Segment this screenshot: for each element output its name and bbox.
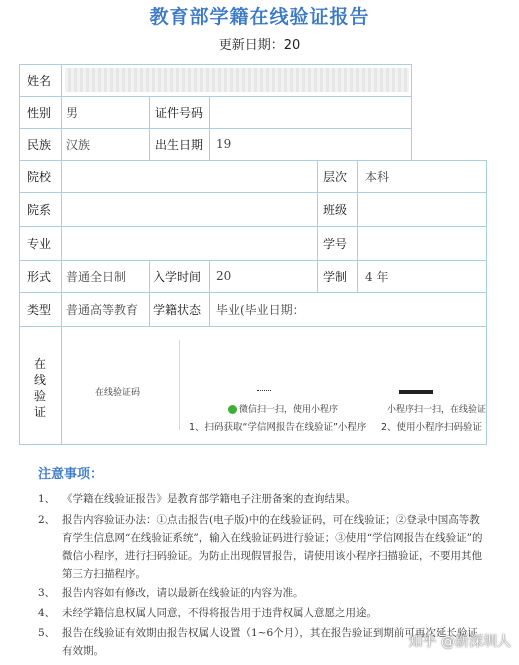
info-table: 姓名 性别 男 证件号码 民族 汉族 出生日期 19 院校 层次 本科 院系 班级 专业 学号 形式 普通全日制 入学时间 20 学制 4 年 类型 普通高等教育 学籍状态 毕业(毕业日期： 在 线 验 证 在线验证码 微信扫一扫，使用小程序 小程序扫一扫，在线验证 1、扫码获取“学信网报告在线验证”小程序 2、使用小程序扫码验证: [19, 64, 487, 444]
level-label: 层次: [323, 169, 348, 184]
enroll-label: 入学时间: [153, 269, 202, 284]
update-date: 更新日期：20: [218, 38, 301, 53]
step-1: 1、扫码获取“学信网报告在线验证”小程序: [189, 422, 367, 433]
type-label: 类型: [27, 302, 52, 317]
qr-code-wechat[interactable]: [257, 390, 271, 393]
redacted-name: [65, 68, 409, 92]
duration-value: 4 年: [365, 269, 389, 284]
enroll-value: 20: [216, 269, 232, 283]
status-label: 学籍状态: [153, 302, 202, 317]
watermark: 知乎 @新深圳人: [408, 634, 511, 650]
ethnicity-label: 民族: [27, 137, 52, 152]
verify-code-label[interactable]: 在线验证码: [95, 388, 141, 398]
mini-hint: 小程序扫一扫，在线验证: [387, 405, 487, 415]
birth-label: 出生日期: [155, 137, 204, 152]
gender-label: 性别: [27, 105, 52, 120]
major-label: 专业: [27, 236, 52, 251]
name-label: 姓名: [27, 73, 52, 88]
qr-code-mini[interactable]: [399, 390, 433, 394]
note-item: 1、 《学籍在线验证报告》是教育部学籍电子注册备案的查询结果。: [38, 493, 356, 505]
note-item: 2、 报告内容验证办法：①点击报告(电子版)中的在线验证码，可在线验证；②登录中国高等教育学生信息网“在线验证系统”，输入在线验证码进行验证；③使用“学信网报告在线验证”的微信小程序，进行扫码验证。为防止出现假冒报告，请使用该小程序扫描验证，不要用其他第三方扫描程序。: [38, 514, 483, 580]
note-item: 5、 报告在线验证有效期由报告权属人设置（1~6个月），其在报告验证到期前可再次延长验证有效期。: [38, 627, 478, 657]
wechat-hint: 微信扫一扫，使用小程序: [228, 402, 338, 415]
school-label: 院校: [27, 169, 52, 184]
student-no-label: 学号: [323, 236, 348, 251]
note-item: 4、 未经学籍信息权属人同意，不得将报告用于违背权属人意愿之用途。: [38, 607, 377, 619]
notes-title: 注意事项：: [38, 467, 104, 482]
class-label: 班级: [323, 202, 348, 217]
duration-label: 学制: [323, 269, 348, 284]
level-value: 本科: [365, 169, 390, 184]
type-value: 普通高等教育: [66, 302, 139, 317]
note-item: 3、 报告内容如有修改，请以最新在线验证的内容为准。: [38, 587, 304, 599]
id-label: 证件号码: [155, 105, 204, 120]
form-label: 形式: [27, 269, 52, 284]
form-value: 普通全日制: [66, 269, 127, 284]
step-2: 2、使用小程序扫码验证: [381, 422, 483, 433]
report-title: 教育部学籍在线验证报告: [149, 6, 370, 28]
dept-label: 院系: [27, 202, 52, 217]
gender-value: 男: [66, 105, 79, 120]
birth-value: 19: [216, 137, 232, 151]
ethnicity-value: 汉族: [66, 137, 91, 152]
status-value: 毕业(毕业日期：: [216, 302, 305, 317]
wechat-icon: [228, 405, 237, 414]
